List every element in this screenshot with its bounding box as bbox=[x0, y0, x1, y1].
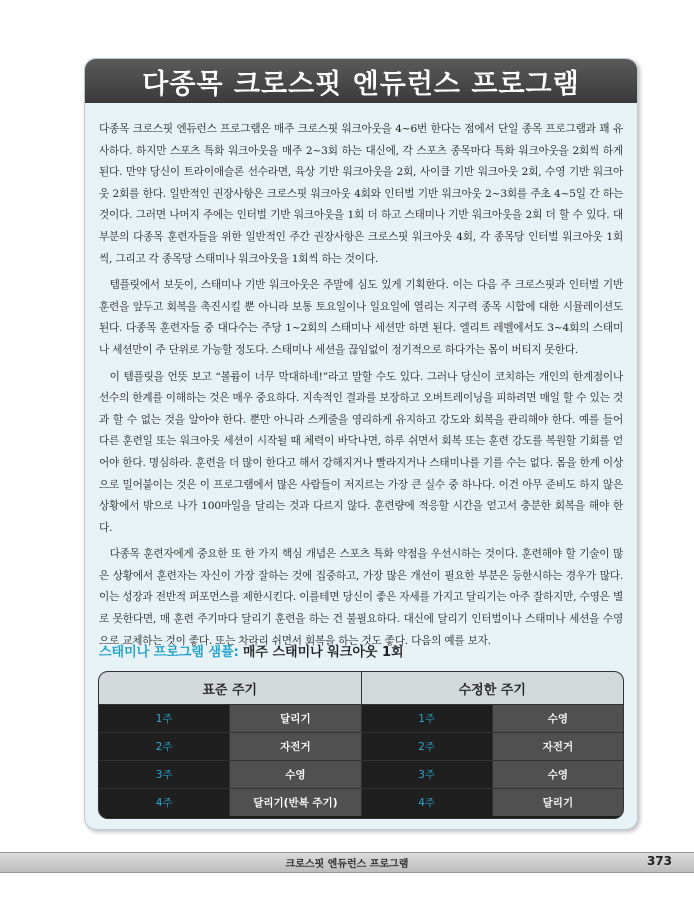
mod-week-cell: 3주 bbox=[362, 761, 492, 788]
mod-activity-cell: 수영 bbox=[492, 761, 623, 788]
mod-week-cell: 2주 bbox=[362, 733, 492, 760]
paragraph-2: 템플릿에서 보듯이, 스태미나 기반 워크아웃은 주말에 심도 있게 기획한다. 이는 다음 주 크로스핏과 인터벌 기반 훈련을 앞두고 회복을 촉진시킬 뿐 아니라 보통 토요일이나 일요일에 열리는 지구력 종목 시합에 대한 시뮬레이션도 된다. 다종목 훈련자들 중 대다수는 주당 1~2회의 스태미나 세션만 하면 된다. 엘리트 레벨에서도 3~4회의 스태미나 세션만이 주 단위로 가능할 정도다. 스태미나 세션을 끊임없이 정기적으로 하다가는 몸이 버티지 못한다. bbox=[99, 279, 623, 356]
std-activity-cell: 달리기(반복 주기) bbox=[229, 789, 361, 816]
mod-activity-cell: 달리기 bbox=[492, 789, 623, 816]
title-bar bbox=[85, 59, 637, 103]
table-row bbox=[99, 732, 623, 760]
table-row bbox=[99, 788, 623, 816]
std-week-cell: 2주 bbox=[99, 733, 229, 760]
std-week-cell: 1주 bbox=[99, 705, 229, 732]
body-text bbox=[85, 103, 637, 652]
mod-activity-cell: 수영 bbox=[492, 705, 623, 732]
header-standard-cycle: 표준 주기 bbox=[99, 672, 361, 704]
schedule-header bbox=[99, 672, 623, 704]
page-title: 다종목 크로스핏 엔듀런스 프로그램 bbox=[142, 68, 580, 100]
table-row bbox=[99, 760, 623, 788]
table-row bbox=[99, 704, 623, 732]
page-number: 373 bbox=[646, 854, 672, 868]
footer-book-title: 크로스핏 엔듀런스 프로그램 bbox=[285, 859, 409, 870]
paragraph-1: 다종목 크로스핏 엔듀런스 프로그램은 매주 크로스핏 워크아웃을 4~6번 한다는 점에서 단일 종목 프로그램과 꽤 유사하다. 하지만 스포츠 특화 워크아웃을 매주 2~3회 하는 대신에, 각 스포츠 종목마다 특화 워크아웃을 2회씩 하게 된다. 만약 당신이 트라이애슬론 선수라면, 육상 기반 워크아웃을 2회, 사이클 기반 워크아웃 2회, 수영 기반 워크아웃 2회를 한다. 일반적인 권장사항은 크로스핏 워크아웃 4회와 인터벌 기반 워크아웃 2~3회를 주초 4~5일 간 하는 것이다. 그러면 나머지 주에는 인터벌 기반 워크아웃을 1회 더 하고 스태미나 기반 워크아웃을 2회 더 할 수 있다. 대부분의 다종목 훈련자들을 위한 일반적인 주간 권장사항은 크로스핏 워크아웃 4회, 각 종목당 인터벌 워크아웃 1회씩, 그리고 각 종목당 스태미나 워크아웃을 1회씩 하는 것이다. bbox=[99, 123, 623, 265]
mod-week-cell: 4주 bbox=[362, 789, 492, 816]
mod-activity-cell: 자전거 bbox=[492, 733, 623, 760]
std-activity-cell: 자전거 bbox=[229, 733, 361, 760]
mod-week-cell: 1주 bbox=[362, 705, 492, 732]
paragraph-4: 다종목 훈련자에게 중요한 또 한 가지 핵심 개념은 스포츠 특화 약점을 우선시하는 것이다. 훈련해야 할 기술이 많은 상황에서 훈련자는 자신이 가장 잘하는 것에 집중하고, 가장 많은 개선이 필요한 부분은 등한시하는 경우가 많다. 이는 성장과 전반적 퍼포먼스를 제한시킨다. 이를테면 당신이 좋은 자세를 가지고 달리기는 아주 잘하지만, 수영은 별로 못한다면, 매 훈련 주기마다 달리기 훈련을 하는 건 불필요하다. 대신에 달리기 인터벌이나 스태미나 세션을 수영으로 교체하는 것이 좋다. 또는 차라리 쉬면서 회복을 하는 것도 좋다. 다음의 예를 보자. bbox=[99, 548, 623, 647]
sample-label: 스태미나 프로그램 샘플: bbox=[99, 645, 239, 660]
content-panel bbox=[84, 58, 638, 830]
header-modified-cycle: 수정한 주기 bbox=[361, 672, 624, 704]
sample-heading bbox=[99, 641, 404, 660]
std-activity-cell: 달리기 bbox=[229, 705, 361, 732]
sample-subtitle: 매주 스태미나 워크아웃 1회 bbox=[242, 645, 404, 660]
schedule-table bbox=[98, 671, 624, 819]
std-activity-cell: 수영 bbox=[229, 761, 361, 788]
std-week-cell: 3주 bbox=[99, 761, 229, 788]
std-week-cell: 4주 bbox=[99, 789, 229, 816]
page-footer bbox=[0, 852, 694, 873]
paragraph-3: 이 템플릿을 언뜻 보고 “볼륨이 너무 막대하네!”라고 말할 수도 있다. 그러나 당신이 코치하는 개인의 한계점이나 선수의 한계를 이해하는 것은 매우 중요하다. 지속적인 결과를 보장하고 오버트레이닝을 피하려면 매일 할 수 있는 것과 할 수 없는 것을 알아야 한다. 뿐만 아니라 스케줄을 영리하게 유지하고 강도와 회복을 관리해야 한다. 예를 들어 다른 훈련일 또는 워크아웃 세션이 시작될 때 체력이 바닥나면, 하루 쉬면서 회복 또는 훈련 강도를 복원할 기회를 얻어야 한다. 명심하라. 훈련을 더 많이 한다고 해서 강해지거나 빨라지거나 스태미나를 기를 수는 없다. 몸을 한계 이상으로 밀어붙이는 것은 이 프로그램에서 많은 사람들이 저지르는 가장 큰 실수 중 하나다. 이건 아무 준비도 하지 않은 상황에서 밖으로 나가 100마일을 달리는 것과 다르지 않다. 훈련량에 적응할 시간을 얻고서 충분한 회복을 해야 한다. bbox=[99, 370, 623, 534]
